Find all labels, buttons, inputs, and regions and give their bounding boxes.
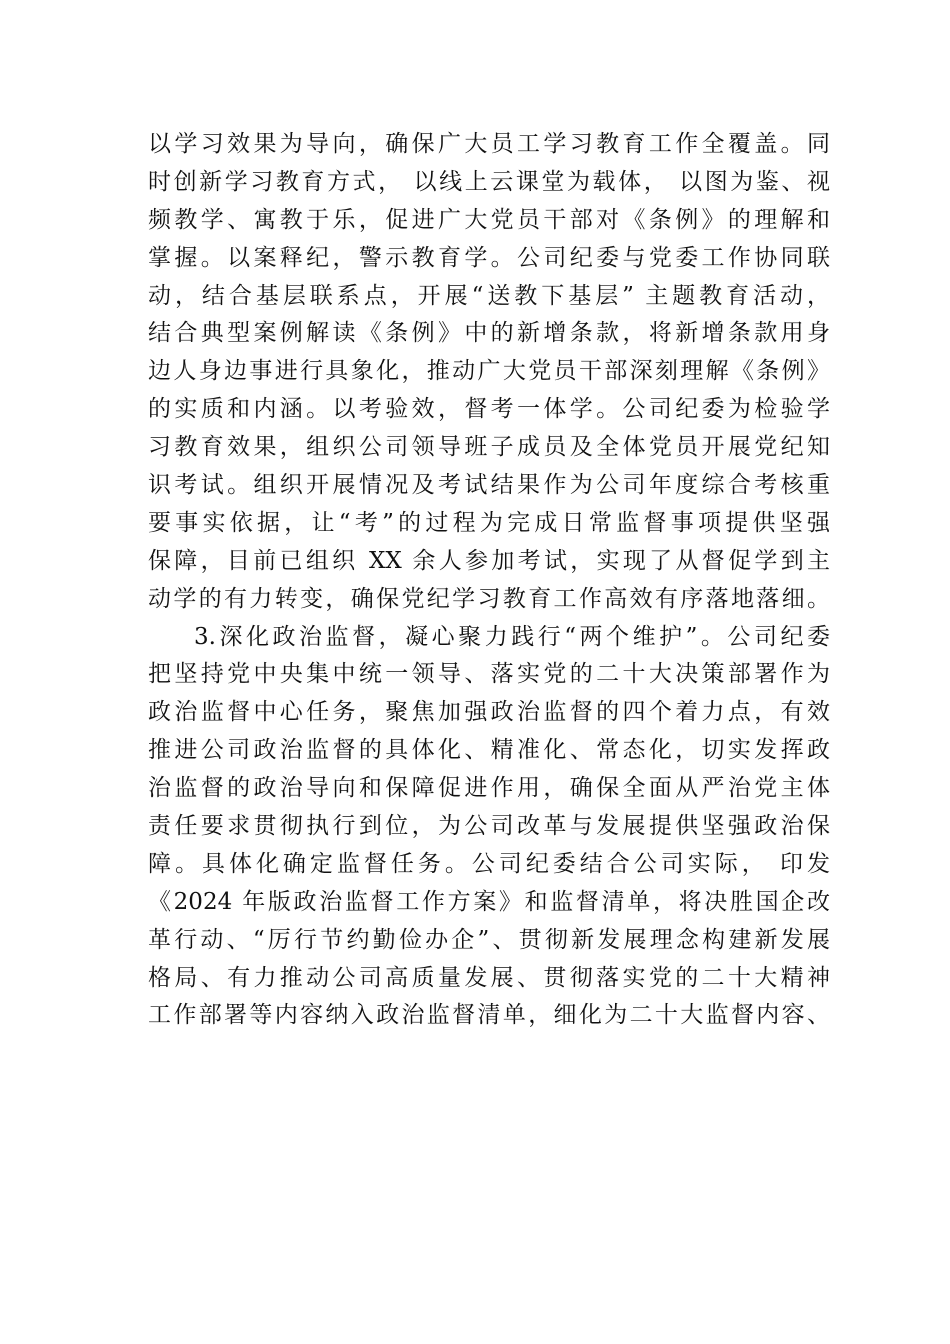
text-line: 工作部署等内容纳入政治监督清单，细化为二十大监督内容、 — [148, 1002, 830, 1029]
text-line: 保障，目前已组织 XX 余人参加考试，实现了从督促学到主 — [148, 547, 830, 574]
text-line: 识考试。组织开展情况及考试结果作为公司年度综合考核重 — [148, 472, 830, 499]
text-line: 掌握。以案释纪，警示教育学。公司纪委与党委工作协同联 — [148, 244, 830, 271]
text-line: 要事实依据，让“考”的过程为完成日常监督事项提供坚强 — [148, 509, 830, 536]
text-line: 的实质和内涵。以考验效，督考一体学。公司纪委为检验学 — [148, 396, 830, 423]
text-line: 把坚持党中央集中统一领导、落实党的二十大决策部署作为 — [148, 661, 830, 688]
text-line: 责任要求贯彻执行到位，为公司改革与发展提供坚强政治保 — [148, 813, 830, 840]
text-line: 动，结合基层联系点，开展“送教下基层” 主题教育活动， — [148, 282, 830, 309]
text-line: 边人身边事进行具象化，推动广大党员干部深刻理解《条例》 — [148, 358, 830, 385]
text-line: 《2024 年版政治监督工作方案》和监督清单，将决胜国企改 — [148, 888, 830, 915]
section-heading-line: 3.深化政治监督，凝心聚力践行“两个维护”。公司纪委 — [194, 623, 830, 650]
text-line: 结合典型案例解读《条例》中的新增条款，将新增条款用身 — [148, 320, 830, 347]
text-line: 频教学、寓教于乐，促进广大党员干部对《条例》的理解和 — [148, 206, 830, 233]
text-line: 格局、有力推动公司高质量发展、贯彻落实党的二十大精神 — [148, 964, 830, 991]
document-body — [148, 126, 830, 1035]
text-line: 以学习效果为导向，确保广大员工学习教育工作全覆盖。同 — [148, 131, 830, 157]
text-line: 推进公司政治监督的具体化、精准化、常态化，切实发挥政 — [148, 737, 830, 764]
text-line: 动学的有力转变，确保党纪学习教育工作高效有序落地落细。 — [148, 585, 830, 612]
text-line: 治监督的政治导向和保障促进作用，确保全面从严治党主体 — [148, 775, 830, 802]
text-line: 障。具体化确定监督任务。公司纪委结合公司实际， 印发 — [148, 850, 830, 877]
text-line: 时创新学习教育方式， 以线上云课堂为载体， 以图为鉴、视 — [148, 168, 830, 195]
text-line: 革行动、“厉行节约勤俭办企”、贯彻新发展理念构建新发展 — [148, 926, 830, 953]
text-line: 政治监督中心任务，聚焦加强政治监督的四个着力点，有效 — [148, 699, 830, 726]
text-line: 习教育效果，组织公司领导班子成员及全体党员开展党纪知 — [148, 434, 830, 461]
